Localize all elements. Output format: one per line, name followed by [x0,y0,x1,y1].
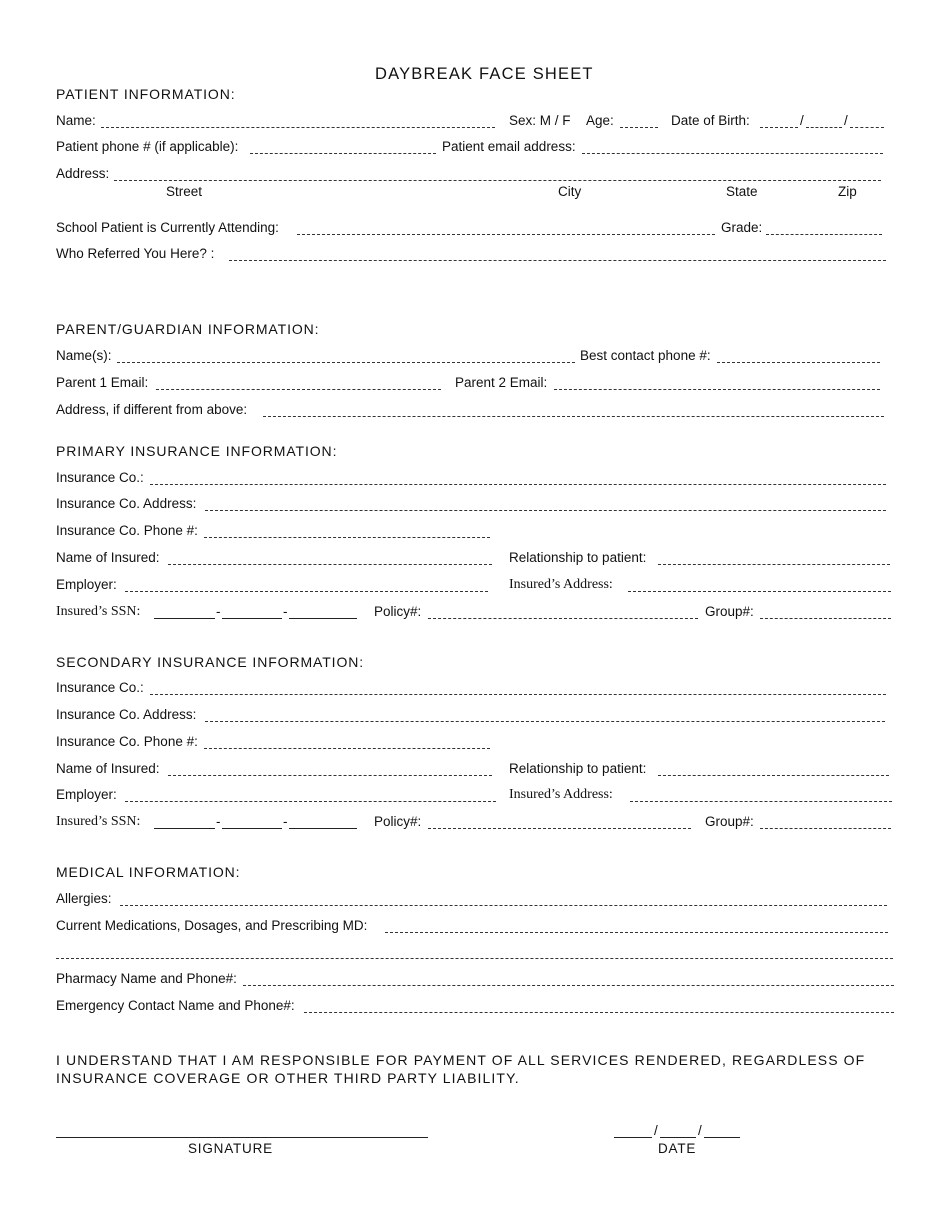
allergies-label: Allergies: [56,891,112,906]
date-caption: DATE [658,1141,697,1156]
section-heading-medical: MEDICAL INFORMATION: [56,864,241,880]
patient-address-field[interactable] [114,180,881,181]
patient-sex-label: Sex: M / F [509,113,571,128]
patient-address-label: Address: [56,166,110,181]
secondary-co-address-field[interactable] [205,721,885,722]
primary-relationship-field[interactable] [658,564,890,565]
secondary-co-label: Insurance Co.: [56,680,144,695]
guardian-address-label: Address, if different from above: [56,402,248,417]
referred-label: Who Referred You Here? : [56,246,215,261]
secondary-employer-label: Employer: [56,787,117,802]
primary-co-phone-field[interactable] [204,537,490,538]
emergency-contact-label: Emergency Contact Name and Phone#: [56,998,295,1013]
ssn-dash: - [283,604,288,619]
primary-policy-label: Policy#: [374,604,422,619]
grade-field[interactable] [766,234,882,235]
secondary-ssn-field-1[interactable] [154,828,215,829]
secondary-group-field[interactable] [760,828,891,829]
secondary-policy-field[interactable] [428,828,691,829]
primary-ssn-field-2[interactable] [222,618,282,619]
primary-co-field[interactable] [150,484,886,485]
date-year-field[interactable] [704,1137,740,1138]
primary-group-field[interactable] [760,618,891,619]
signature-field[interactable] [56,1137,428,1138]
ssn-dash: - [283,814,288,829]
primary-relationship-label: Relationship to patient: [509,550,647,565]
patient-name-field[interactable] [101,127,495,128]
allergies-field[interactable] [120,905,887,906]
secondary-insured-name-field[interactable] [168,775,492,776]
secondary-relationship-field[interactable] [658,775,889,776]
guardian-names-label: Name(s): [56,348,112,363]
secondary-group-label: Group#: [705,814,754,829]
secondary-insured-address-field[interactable] [630,801,892,802]
address-state-caption: State [726,184,758,199]
patient-age-label: Age: [586,113,614,128]
page-title: DAYBREAK FACE SHEET [375,65,594,83]
parent2-email-field[interactable] [554,389,880,390]
address-street-caption: Street [166,184,203,199]
parent1-email-label: Parent 1 Email: [56,375,149,390]
address-city-caption: City [558,184,582,199]
referred-field[interactable] [229,260,886,261]
date-separator-2: / [698,1123,702,1138]
ssn-dash: - [216,814,221,829]
secondary-relationship-label: Relationship to patient: [509,761,647,776]
primary-co-phone-label: Insurance Co. Phone #: [56,523,198,538]
secondary-employer-field[interactable] [125,801,496,802]
secondary-ssn-field-2[interactable] [222,828,282,829]
section-heading-primary-insurance: PRIMARY INSURANCE INFORMATION: [56,443,338,459]
primary-co-label: Insurance Co.: [56,470,144,485]
primary-ssn-field-1[interactable] [154,618,215,619]
best-phone-field[interactable] [717,362,880,363]
patient-dob-month-field[interactable] [760,127,798,128]
secondary-insured-name-label: Name of Insured: [56,761,160,776]
secondary-co-phone-field[interactable] [204,748,490,749]
dob-separator-2: / [844,113,848,128]
primary-insured-name-label: Name of Insured: [56,550,160,565]
patient-dob-label: Date of Birth: [671,113,750,128]
patient-phone-field[interactable] [250,153,436,154]
primary-employer-field[interactable] [125,591,488,592]
primary-insured-name-field[interactable] [168,564,492,565]
patient-email-field[interactable] [582,153,883,154]
section-heading-patient: PATIENT INFORMATION: [56,86,236,102]
medications-field-continued[interactable] [56,958,893,959]
secondary-policy-label: Policy#: [374,814,422,829]
best-phone-label: Best contact phone #: [580,348,711,363]
primary-policy-field[interactable] [428,618,698,619]
medications-label: Current Medications, Dosages, and Prescribing MD: [56,918,368,933]
parent2-email-label: Parent 2 Email: [455,375,548,390]
primary-ssn-label: Insured’s SSN: [56,604,141,619]
patient-phone-label: Patient phone # (if applicable): [56,139,239,154]
medications-field[interactable] [385,932,888,933]
patient-dob-year-field[interactable] [850,127,884,128]
guardian-names-field[interactable] [117,362,575,363]
dob-separator-1: / [800,113,804,128]
primary-insured-address-label: Insured’s Address: [509,577,613,592]
primary-co-address-label: Insurance Co. Address: [56,496,197,511]
pharmacy-label: Pharmacy Name and Phone#: [56,971,237,986]
secondary-co-address-label: Insurance Co. Address: [56,707,197,722]
date-separator-1: / [654,1123,658,1138]
parent1-email-field[interactable] [156,389,441,390]
secondary-co-phone-label: Insurance Co. Phone #: [56,734,198,749]
address-zip-caption: Zip [838,184,857,199]
grade-label: Grade: [721,220,763,235]
patient-dob-day-field[interactable] [806,127,842,128]
secondary-co-field[interactable] [150,694,886,695]
primary-group-label: Group#: [705,604,754,619]
section-heading-secondary-insurance: SECONDARY INSURANCE INFORMATION: [56,654,365,670]
signature-caption: SIGNATURE [188,1141,273,1156]
primary-co-address-field[interactable] [205,510,886,511]
secondary-ssn-label: Insured’s SSN: [56,814,141,829]
primary-insured-address-field[interactable] [628,591,891,592]
section-heading-guardian: PARENT/GUARDIAN INFORMATION: [56,321,320,337]
secondary-ssn-field-3[interactable] [289,828,357,829]
pharmacy-field[interactable] [243,985,894,986]
secondary-insured-address-label: Insured’s Address: [509,787,613,802]
guardian-address-field[interactable] [263,416,884,417]
date-month-field[interactable] [614,1137,652,1138]
date-day-field[interactable] [660,1137,696,1138]
patient-email-label: Patient email address: [442,139,576,154]
primary-ssn-field-3[interactable] [289,618,357,619]
school-label: School Patient is Currently Attending: [56,220,279,235]
primary-employer-label: Employer: [56,577,117,592]
ssn-dash: - [216,604,221,619]
patient-age-field[interactable] [620,127,658,128]
school-field[interactable] [297,234,715,235]
responsibility-statement: I UNDERSTAND THAT I AM RESPONSIBLE FOR PAYMENT OF ALL SERVICES RENDERED, REGARDLESS OF INSURANCE COVERAGE OR OTHER THIRD PARTY LIABILITY. [56,1052,866,1086]
patient-name-label: Name: [56,113,96,128]
emergency-contact-field[interactable] [304,1012,894,1013]
